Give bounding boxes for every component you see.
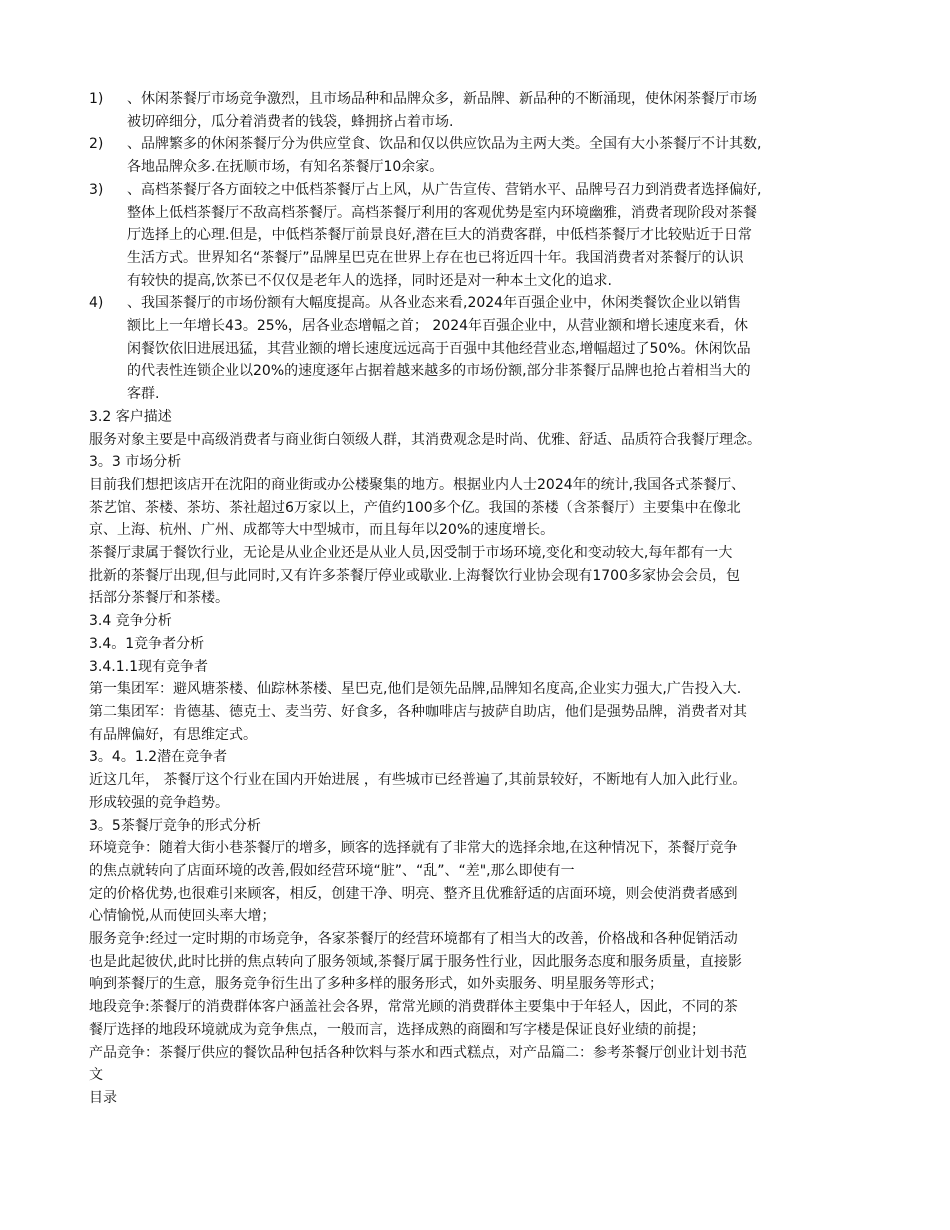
list-item [89,179,869,293]
text-line: 、我国茶餐厅的市场份额有大幅度提高。从各业态来看,2024年百强企业中，休闲类餐饮企业以销售 [127,295,742,312]
list-item-number: 1) [89,91,104,107]
section-heading: 3.2 客户描述 [89,408,172,425]
paragraph-line: 文 [89,1067,103,1084]
section-heading: 目录 [89,1089,117,1106]
list-item [89,133,869,178]
paragraph-line: 京、上海、杭州、广州、成都等大中型城市，而且每年以20%的速度增长。 [89,522,555,539]
text-line: 被切碎细分，瓜分着消费者的钱袋，蜂拥挤占着市场. [127,113,454,130]
paragraph-line: 第一集团军：避风塘茶楼、仙踪林茶楼、星巴克,他们是领先品牌,品牌知名度高,企业实力强大,广告投入大. [89,681,742,698]
paragraph-line: 的焦点就转向了店面环境的改善,假如经营环境“脏”、“乱”、“差",那么即使有一 [89,862,575,879]
text-line: 额比上一年增长43。25%，居各业态增幅之首； 2024年百强企业中，从营业额和增长速度来看，休 [127,318,749,335]
section-heading: 3.4。1竞争者分析 [89,635,205,652]
paragraph-line: 茶艺馆、茶楼、茶坊、茶社超过6万家以上，产值约100多个亿。我国的茶楼（含茶餐厅）主要集中在像北 [89,499,741,516]
paragraph-line: 近这几年， 茶餐厅这个行业在国内开始进展 ，有些城市已经普遍了,其前景较好，不断地有人加入此行业。 [89,772,747,789]
section-heading: 3。5茶餐厅竞争的形式分析 [89,817,261,834]
list-item-text [127,133,869,178]
paragraph-line: 产品竞争：茶餐厅供应的餐饮品种包括各种饮料与茶水和西式糕点，对产品篇二：参考茶餐厅创业计划书范 [89,1044,747,1061]
text-line: 各地品牌众多.在抚顺市场，有知名茶餐厅10余家。 [127,159,444,176]
paragraph-line: 心情愉悦,从而使回头率大增； [89,908,276,925]
paragraph-line: 茶餐厅隶属于餐饮行业，无论是从业企业还是从业人员,因受制于市场环境,变化和变动较大,每年都有一大 [89,545,733,562]
text-line: 的代表性连锁企业以20%的速度逐年占据着越来越多的市场份额,部分非茶餐厅品牌也抢占着相当大的 [127,363,751,380]
paragraph-line: 餐厅选择的地段环境就成为竞争焦点，一般而言，选择成熟的商圈和写字楼是保证良好业绩的前提； [89,1021,705,1038]
paragraph-line: 有品牌偏好，有思维定式。 [89,726,257,743]
paragraph-line: 目前我们想把该店开在沈阳的商业街或办公楼聚集的地方。根据业内人士2024年的统计,我国各式茶餐厅、 [89,476,746,493]
list-item [89,292,869,406]
text-line: 、品牌繁多的休闲茶餐厅分为供应堂食、饮品和仅以供应饮品为主两大类。全国有大小茶餐厅不计其数, [127,136,762,153]
paragraph-line: 服务竞争:经过一定时期的市场竞争，各家茶餐厅的经营环境都有了相当大的改善，价格战和各种促销活动 [89,931,738,948]
list-item [89,88,869,133]
section-heading: 3。4。1.2潜在竞争者 [89,749,228,766]
list-item-text [127,179,869,293]
document-body [89,406,869,1110]
paragraph-line: 第二集团军：肯德基、德克士、麦当劳、好食多，各种咖啡店与披萨自助店，他们是强势品牌，消费者对其 [89,703,747,720]
text-line: 生活方式。世界知名“茶餐厅”品牌星巴克在世界上存在也已将近四十年。我国消费者对茶餐厅的认识 [127,249,744,266]
section-heading: 3.4 竞争分析 [89,613,172,630]
list-item-number: 2) [89,136,104,153]
text-line: 闲餐饮依旧进展迅猛，其营业额的增长速度远远高于百强中其他经营业态,增幅超过了50%。休闲饮品 [127,340,751,357]
list-item-text [127,88,869,133]
text-line: 厅选择上的心理.但是，中低档茶餐厅前景良好,潜在巨大的消费客群，中低档茶餐厅才比较贴近于日常 [127,227,752,244]
paragraph-line: 括部分茶餐厅和茶楼。 [89,590,229,607]
paragraph-line: 也是此起彼伏,此时比拼的焦点转向了服务领域,茶餐厅属于服务性行业，因此服务态度和服务质量，直接影 [89,953,742,970]
paragraph-line: 批新的茶餐厅出现,但与此同时,又有许多茶餐厅停业或歇业.上海餐饮行业协会现有1700多家协会会员，包 [89,567,740,584]
numbered-list [89,88,869,406]
paragraph-line: 定的价格优势,也很难引来顾客，相反，创建干净、明亮、整齐且优雅舒适的店面环境，则会使消费者感到 [89,885,738,902]
list-item-number: 3) [89,181,104,198]
section-heading: 3。3 市场分析 [89,454,182,471]
paragraph-line: 环境竞争：随着大街小巷茶餐厅的增多，顾客的选择就有了非常大的选择余地,在这种情况下，茶餐厅竞争 [89,840,738,857]
paragraph-line: 形成较强的竞争趋势。 [89,794,229,811]
text-line: 、休闲茶餐厅市场竞争激烈，且市场品种和品牌众多，新品牌、新品种的不断涌现，使休闲茶餐厅市场 [127,91,757,107]
text-line: 、高档茶餐厅各方面较之中低档茶餐厅占上风，从广告宣传、营销水平、品牌号召力到消费者选择偏好, [127,181,762,198]
paragraph-line: 地段竞争:茶餐厅的消费群体客户涵盖社会各界，常常光顾的消费群体主要集中于年轻人，因此，不同的茶 [89,999,738,1016]
paragraph-line: 响到茶餐厅的生意，服务竞争衍生出了多种多样的服务形式，如外卖服务、明星服务等形式； [89,976,663,993]
section-heading: 3.4.1.1现有竞争者 [89,658,208,675]
text-line: 有较快的提高,饮茶已不仅仅是老年人的选择，同时还是对一种本土文化的追求. [127,272,612,289]
list-item-number: 4) [89,295,104,312]
text-line: 整体上低档茶餐厅不敌高档茶餐厅。高档茶餐厅利用的客观优势是室内环境幽雅，消费者现阶段对茶餐 [127,204,757,221]
text-line: 客群. [127,386,160,403]
paragraph-line: 服务对象主要是中高级消费者与商业街白领级人群，其消费观念是时尚、优雅、舒适、品质符合我餐厅理念。 [89,431,761,448]
list-item-text [127,292,869,406]
document-page [89,88,869,1110]
